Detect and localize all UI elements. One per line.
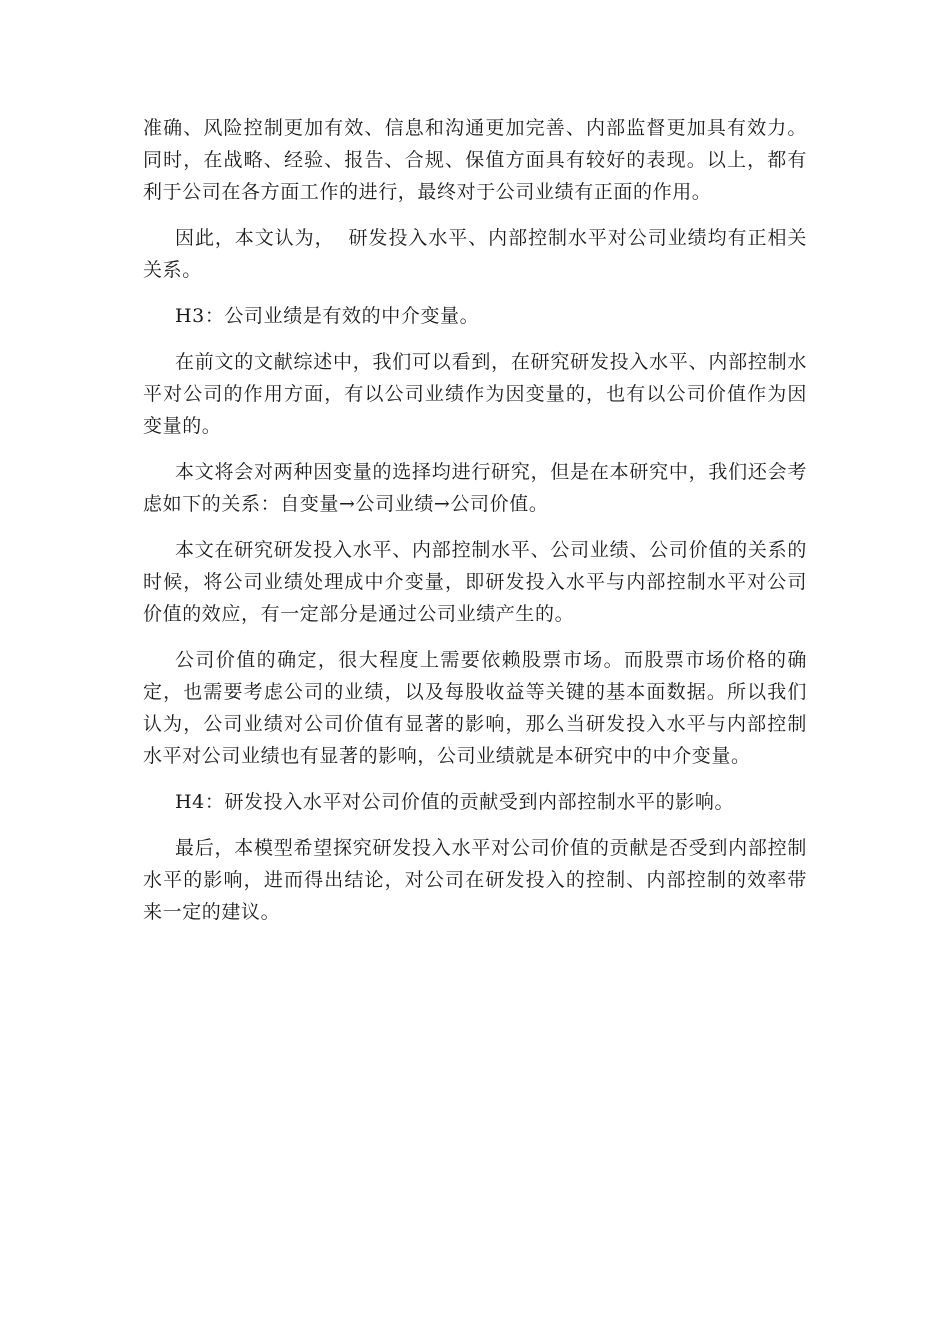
hypothesis-h3: H3：公司业绩是有效的中介变量。: [175, 305, 480, 327]
paragraph-conclusion: 因此，本文认为， 研发投入水平、内部控制水平对公司业绩均有正相关关系。: [143, 227, 807, 281]
paragraph-relationship: 本文将会对两种因变量的选择均进行研究，但是在本研究中，我们还会考虑如下的关系：自变量→公司业绩→公司价值。: [143, 461, 807, 515]
paragraph-mediator: 本文在研究研发投入水平、内部控制水平、公司业绩、公司价值的关系的时候，将公司业绩处理成中介变量，即研发投入水平与内部控制水平对公司价值的效应，有一定部分是通过公司业绩产生的。: [143, 539, 807, 625]
paragraph-company-value: 公司价值的确定，很大程度上需要依赖股票市场。而股票市场价格的确定，也需要考虑公司的业绩，以及每股收益等关键的基本面数据。所以我们认为，公司业绩对公司价值有显著的影响，那么当研发投入水平与内部控制水平对公司业绩也有显著的影响，公司业绩就是本研究中的中介变量。: [143, 649, 807, 767]
paragraph-literature: 在前文的文献综述中，我们可以看到，在研究研发投入水平、内部控制水平对公司的作用方面，有以公司业绩作为因变量的，也有以公司价值作为因变量的。: [143, 351, 807, 437]
document-page: [143, 112, 807, 942]
paragraph-continuation: 准确、风险控制更加有效、信息和沟通更加完善、内部监督更加具有效力。同时，在战略、经验、报告、合规、保值方面具有较好的表现。以上，都有利于公司在各方面工作的进行，最终对于公司业绩有正面的作用。: [143, 117, 807, 203]
hypothesis-h4: H4：研发投入水平对公司价值的贡献受到内部控制水平的影响。: [175, 791, 735, 813]
paragraph-final: 最后，本模型希望探究研发投入水平对公司价值的贡献是否受到内部控制水平的影响，进而得出结论，对公司在研发投入的控制、内部控制的效率带来一定的建议。: [143, 837, 807, 923]
